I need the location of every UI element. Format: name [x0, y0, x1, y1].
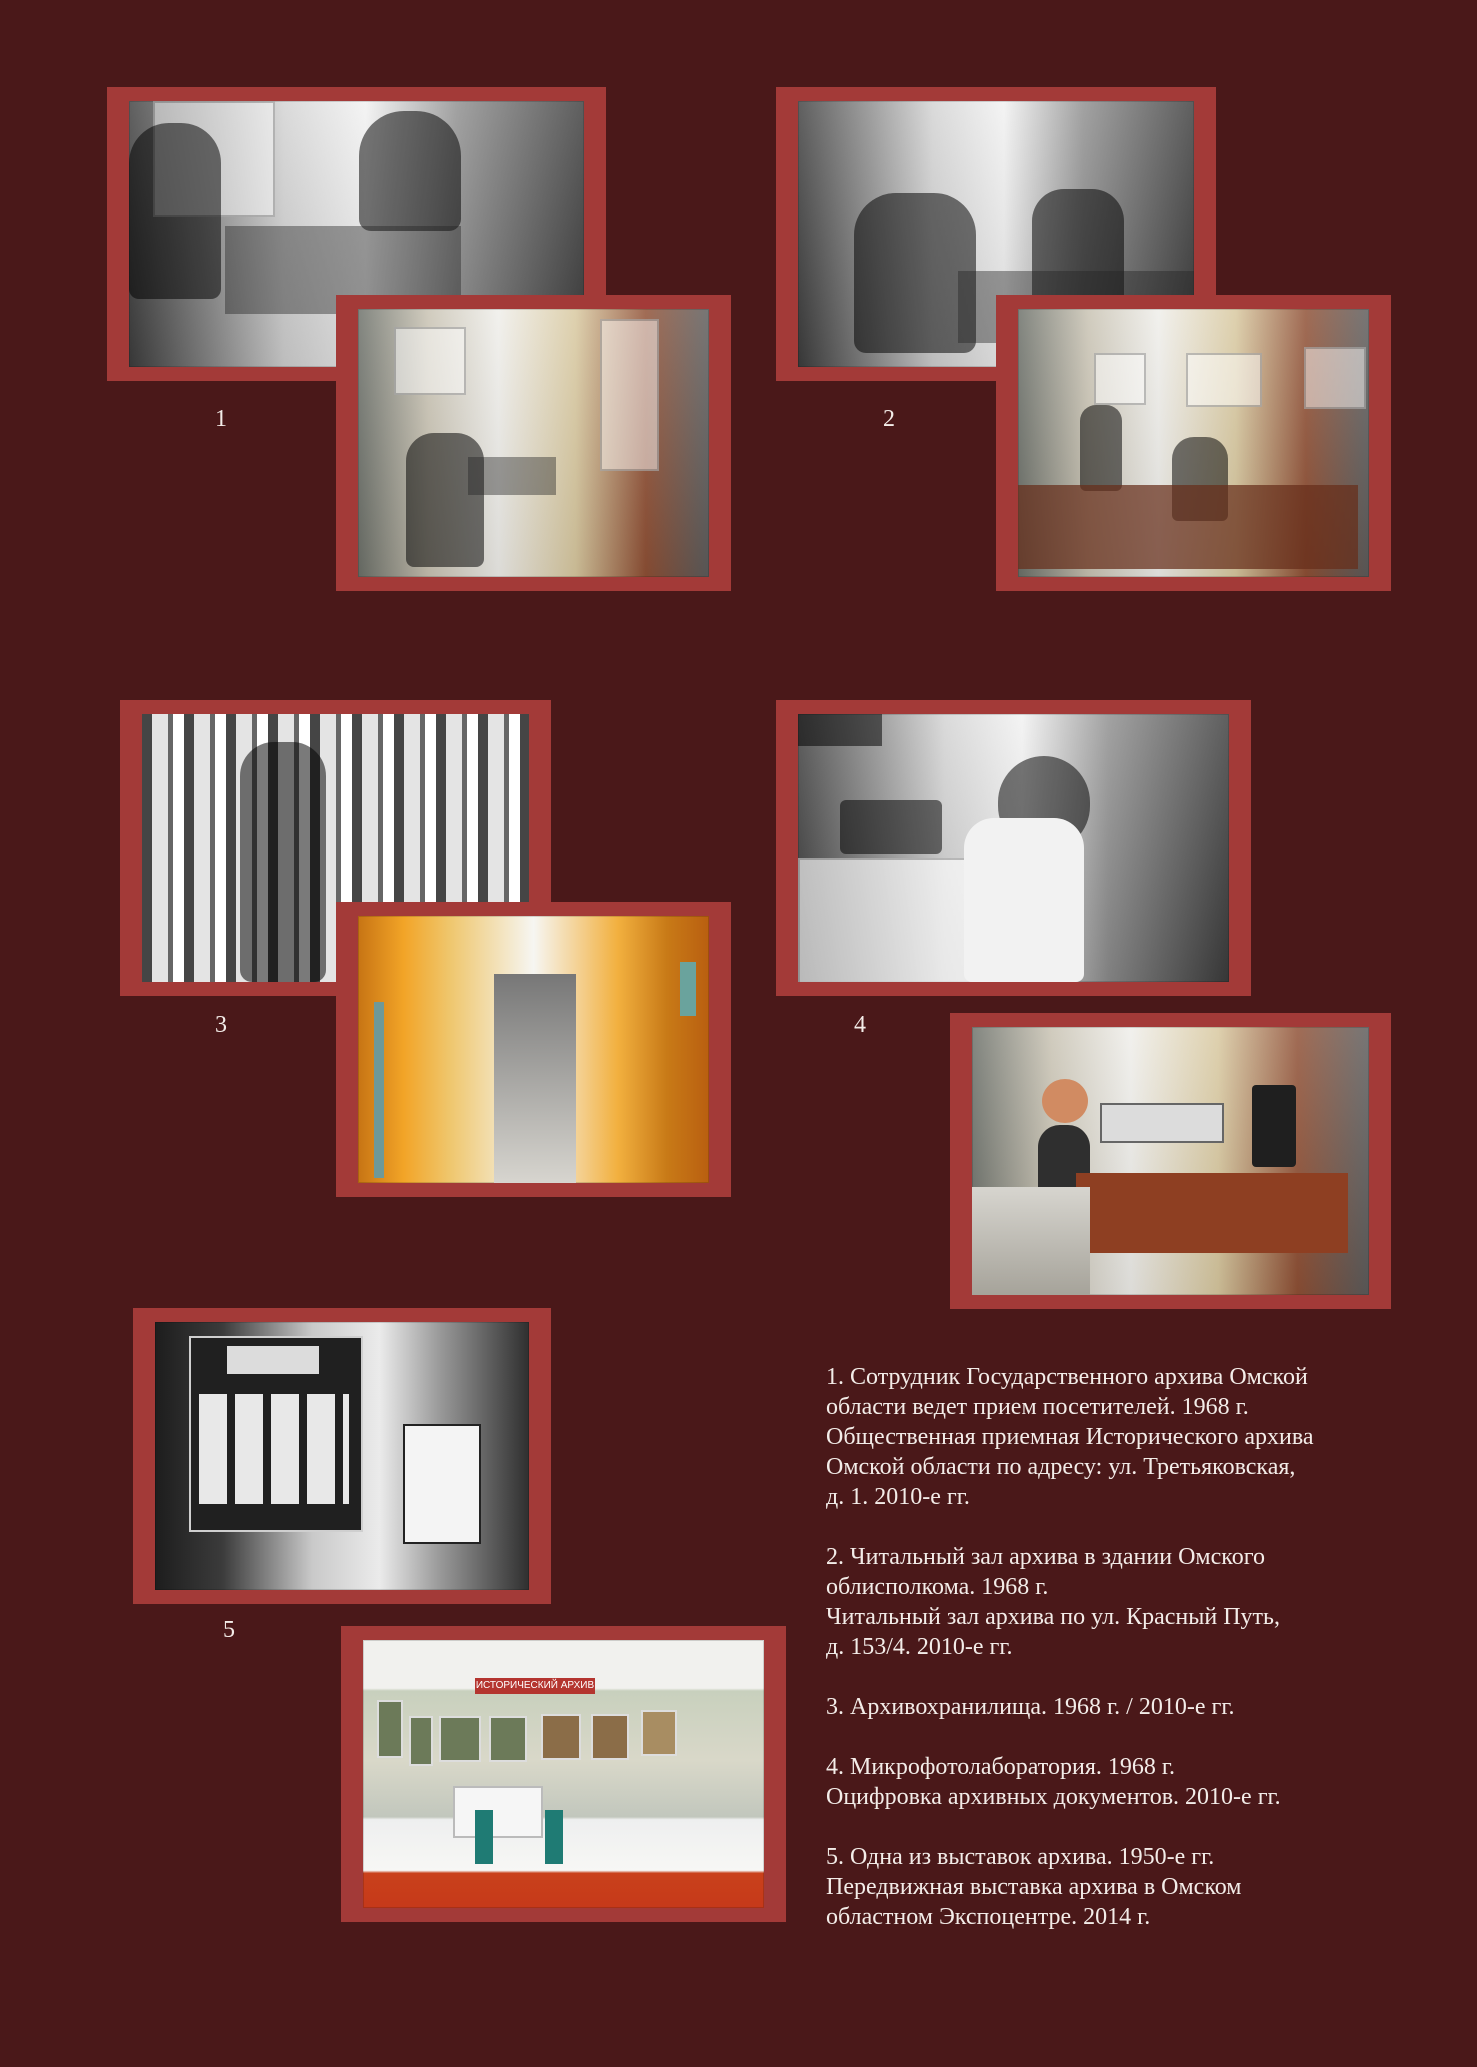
photo-frame-4b: [950, 1013, 1391, 1309]
photo-frame-5b: [341, 1626, 786, 1922]
photo-frame-2b: [996, 295, 1391, 591]
caption-line: Оцифровка архивных документов. 2010-е гг.: [826, 1784, 1281, 1810]
caption-entry-3: [826, 1692, 1446, 1722]
caption-line: 4. Микрофотолаборатория. 1968 г.: [826, 1754, 1175, 1780]
photo-number-3: 3: [215, 1012, 227, 1038]
photo-number-5: 5: [223, 1617, 235, 1643]
caption-entry-2: [826, 1542, 1446, 1662]
caption-line: Передвижная выставка архива в Омском: [826, 1874, 1242, 1900]
caption-entry-4: [826, 1752, 1446, 1812]
photo-number-2: 2: [883, 406, 895, 432]
photo-2010-reception: [358, 309, 709, 577]
caption-line: 5. Одна из выставок архива. 1950-е гг.: [826, 1844, 1215, 1870]
caption-line: д. 1. 2010-е гг.: [826, 1484, 970, 1510]
caption-line: Омской области по адресу: ул. Третьяковская,: [826, 1454, 1296, 1480]
caption-block: [826, 1362, 1446, 1962]
photo-2010-archive-storage: [358, 916, 709, 1183]
exhibit-banner: ИСТОРИЧЕСКИЙ АРХИВ: [475, 1678, 595, 1694]
photo-number-4: 4: [854, 1012, 866, 1038]
photo-frame-3b: [336, 902, 731, 1197]
photo-number-1: 1: [215, 406, 227, 432]
caption-entry-1: [826, 1362, 1446, 1512]
caption-line: д. 153/4. 2010-е гг.: [826, 1634, 1013, 1660]
caption-line: 1. Сотрудник Государственного архива Омской: [826, 1364, 1308, 1390]
caption-line: облисполкома. 1968 г.: [826, 1574, 1049, 1600]
photo-frame-5a: [133, 1308, 551, 1604]
caption-line: области ведет прием посетителей. 1968 г.: [826, 1394, 1249, 1420]
photo-2010-reading-room: [1018, 309, 1369, 577]
photo-frame-1b: [336, 295, 731, 591]
photo-1950-exhibition: [155, 1322, 529, 1590]
photo-2010-digitization: [972, 1027, 1369, 1295]
caption-line: областном Экспоцентре. 2014 г.: [826, 1904, 1151, 1930]
caption-line: Общественная приемная Исторического архива: [826, 1424, 1314, 1450]
caption-line: 3. Архивохранилища. 1968 г. / 2010-е гг.: [826, 1694, 1235, 1720]
caption-line: 2. Читальный зал архива в здании Омского: [826, 1544, 1265, 1570]
photo-1968-microfilm-lab: [798, 714, 1229, 982]
caption-line: Читальный зал архива по ул. Красный Путь,: [826, 1604, 1280, 1630]
photo-frame-4a: [776, 700, 1251, 996]
photo-2014-mobile-exhibition: [363, 1640, 764, 1908]
caption-entry-5: [826, 1842, 1446, 1932]
